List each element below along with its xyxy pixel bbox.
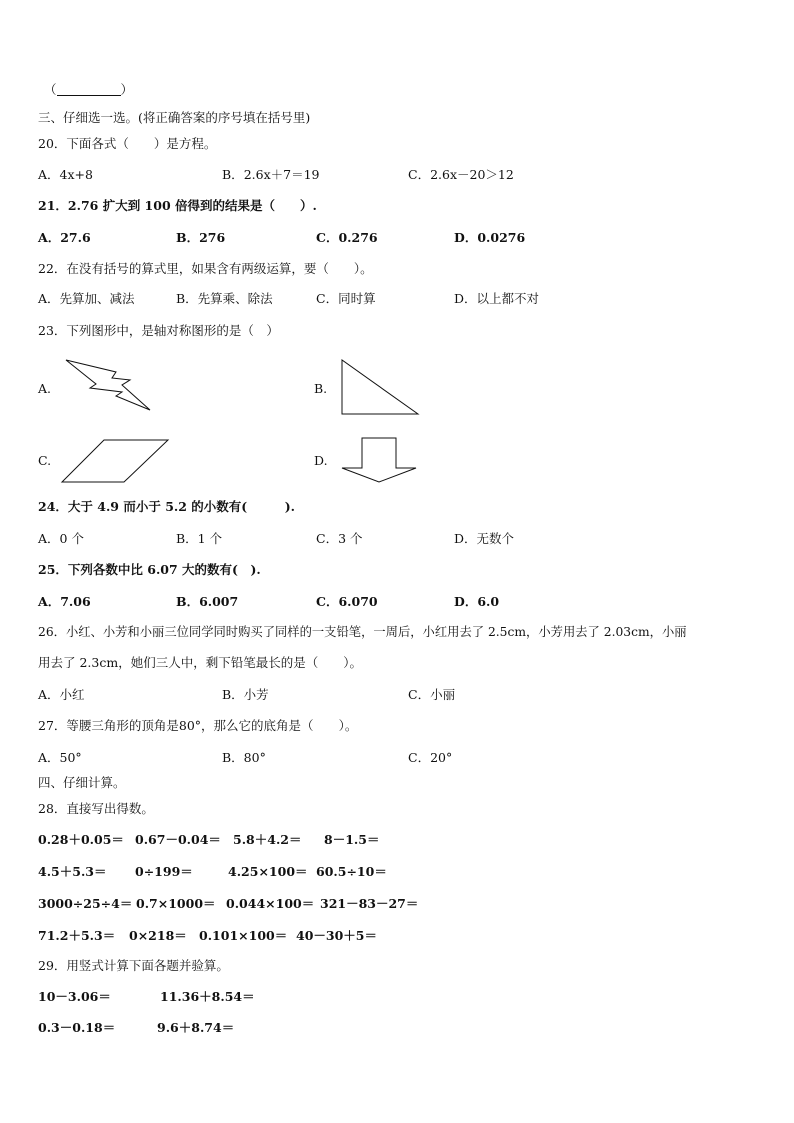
q23-label-d: D.: [314, 453, 328, 468]
q25-option-c: C．6.070: [316, 594, 378, 609]
q26-stem-line-2: 用去了 2.3cm，她们三人中，剩下铅笔最长的是（ ）。: [38, 655, 362, 670]
q20-stem: 20．下面各式（ ）是方程。: [38, 136, 217, 151]
q22-option-a: A．先算加、减法: [38, 291, 135, 306]
q22-option-c: C．同时算: [316, 291, 376, 306]
q24-option-a: A．0 个: [38, 531, 84, 546]
q21-option-c: C．0.276: [316, 230, 378, 245]
q22-option-d: D．以上都不对: [454, 291, 540, 306]
q23-stem: 23．下列图形中，是轴对称图形的是（ ）: [38, 323, 279, 338]
lightning-bolt-figure: [60, 358, 160, 416]
paren-right: ）: [120, 82, 134, 97]
q28-item: 0÷199＝: [135, 864, 193, 879]
down-arrow-figure: [338, 436, 422, 486]
q28-item: 60.5÷10＝: [316, 864, 387, 879]
q28-item: 40－30＋5＝: [296, 928, 377, 943]
parallelogram-figure: [60, 438, 172, 484]
q26-option-b: B．小芳: [222, 687, 269, 702]
q28-item: 0.7×1000＝: [136, 896, 216, 911]
q22-stem: 22．在没有括号的算式里，如果含有两级运算，要（ ）。: [38, 261, 373, 276]
q20-option-b: B．2.6x＋7＝19: [222, 167, 320, 182]
q23-label-b: B.: [314, 381, 328, 396]
paren-left: （: [44, 82, 57, 97]
q28-item: 8－1.5＝: [324, 832, 380, 847]
q25-stem: 25．下列各数中比 6.07 大的数有( ).: [38, 562, 261, 577]
q28-item: 0.67－0.04＝: [135, 832, 221, 847]
q25-option-a: A．7.06: [38, 594, 91, 609]
q26-option-c: C．小丽: [408, 687, 456, 702]
section-4-title: 四、仔细计算。: [38, 775, 126, 790]
q22-option-b: B．先算乘、除法: [176, 291, 273, 306]
q28-item: 3000÷25÷4＝: [38, 896, 133, 911]
q27-option-b: B．80°: [222, 750, 266, 765]
q20-expression-c: 2.6x－20＞12: [430, 167, 514, 182]
q26-option-a: A．小红: [38, 687, 85, 702]
q29-item: 9.6＋8.74＝: [157, 1020, 235, 1035]
q26-stem-line-1: 26．小红、小芳和小丽三位同学同时购买了同样的一支铅笔，一周后，小红用去了 2.5cm，小芳用去了 2.03cm，小丽: [38, 625, 687, 639]
q25-option-d: D．6.0: [454, 594, 500, 609]
q20-option-a: A．4x+8: [38, 167, 93, 182]
q28-item: 4.5＋5.3＝: [38, 864, 107, 879]
q25-option-b: B．6.007: [176, 594, 239, 609]
q23-label-c: C.: [38, 453, 52, 468]
q24-option-d: D．无数个: [454, 531, 515, 546]
q28-item: 0.28＋0.05＝: [38, 832, 124, 847]
q24-option-c: C．3 个: [316, 531, 363, 546]
q21-option-d: D．0.0276: [454, 230, 526, 245]
q27-option-c: C．20°: [408, 750, 453, 765]
q28-item: 0×218＝: [129, 928, 187, 943]
q24-stem: 24．大于 4.9 而小于 5.2 的小数有( ).: [38, 499, 295, 514]
q21-option-a: A．27.6: [38, 230, 91, 245]
blank-underline: [57, 83, 121, 96]
q28-item: 321－83－27＝: [320, 896, 419, 911]
q23-label-a: A.: [38, 381, 52, 396]
q21-option-b: B．276: [176, 230, 226, 245]
q27-option-a: A．50°: [38, 750, 82, 765]
q21-stem: 21．2.76 扩大到 100 倍得到的结果是（ ）.: [38, 198, 317, 213]
q20-option-c: C．2.6x－20＞12: [408, 167, 514, 182]
q28-item: 0.101×100＝: [199, 928, 288, 943]
q29-item: 11.36＋8.54＝: [160, 989, 255, 1004]
section-3-title: 三、仔细选一选。(将正确答案的序号填在括号里): [38, 110, 311, 125]
q28-item: 71.2＋5.3＝: [38, 928, 116, 943]
q20-expression-b: 2.6x＋7＝19: [243, 167, 320, 182]
q24-option-b: B．1 个: [176, 531, 223, 546]
q28-item: 5.8＋4.2＝: [233, 832, 302, 847]
q29-item: 0.3－0.18＝: [38, 1020, 116, 1035]
q28-item: 0.044×100＝: [226, 896, 315, 911]
q27-stem: 27．等腰三角形的顶角是80°，那么它的底角是（ ）。: [38, 718, 358, 733]
q29-item: 10－3.06＝: [38, 989, 111, 1004]
q29-stem: 29．用竖式计算下面各题并验算。: [38, 958, 229, 973]
q20-expression-a: 4x+8: [59, 167, 93, 182]
right-triangle-figure: [338, 358, 424, 418]
q28-item: 4.25×100＝: [228, 864, 308, 879]
answer-blank: [44, 82, 133, 98]
q28-stem: 28．直接写出得数。: [38, 801, 154, 816]
